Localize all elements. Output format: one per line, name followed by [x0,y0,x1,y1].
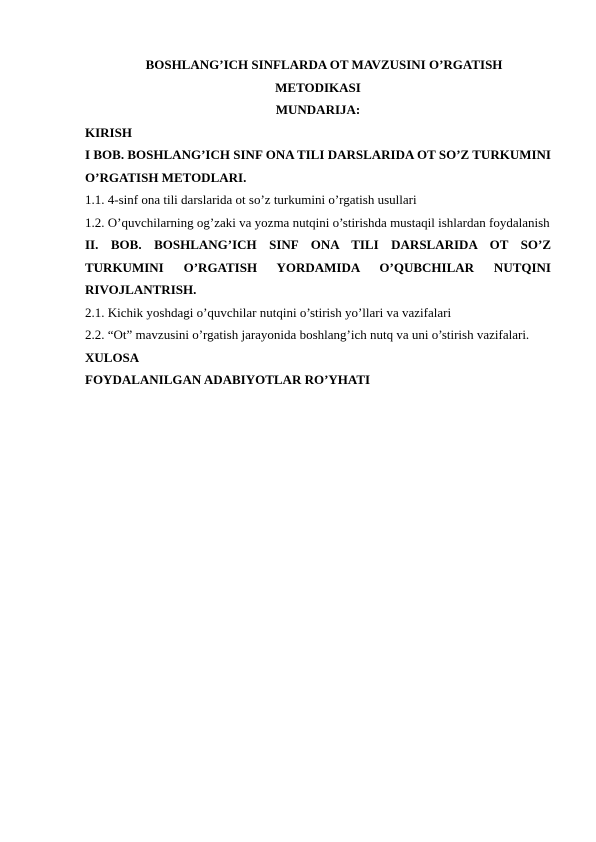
toc-heading: MUNDARIJA: [275,102,361,117]
document-title-line-1: BOSHLANG’ICH SINFLARDA OT MAVZUSINI O’RGATISH [145,57,503,72]
toc-entry-chapter-2: II. BOB. BOSHLANG’ICH SINF ONA TILI DARSLARIDA OT SO’Z TURKUMINI O’RGATISH YORDAMIDA O’QUBCHILAR NUTQINI RIVOJLANTRISH. [85,237,551,297]
toc-entry-chapter-1: I BOB. BOSHLANG’ICH SINF ONA TILI DARSLARIDA OT SO’Z TURKUMINI O’RGATISH METODLARI. [85,147,551,185]
toc-entry-section-2-1: 2.1. Kichik yoshdagi o’quvchilar nutqini o’stirish yo’llari va vazifalari [85,304,452,320]
toc-entry-section-2-2: 2.2. “Ot” mavzusini o’rgatish jarayonida boshlang’ich nutq va uni o’stirish vazifalari. [85,327,530,342]
toc-entry-conclusion: XULOSA [85,349,140,365]
toc-entry-section-1-1: 1.1. 4-sinf ona tili darslarida ot so’z turkumini o’rgatish usullari [85,192,417,207]
document-content [85,54,551,392]
document-title-line-2: METODIKASI [275,79,361,95]
toc-entry-section-1-2: 1.2. O’quvchilarning og’zaki va yozma nutqini o’stirishda mustaqil ishlardan foydalanish [85,214,550,230]
toc-entry-references: FOYDALANILGAN ADABIYOTLAR RO’YHATI [85,372,371,387]
toc-entry-introduction: KIRISH [85,124,132,140]
